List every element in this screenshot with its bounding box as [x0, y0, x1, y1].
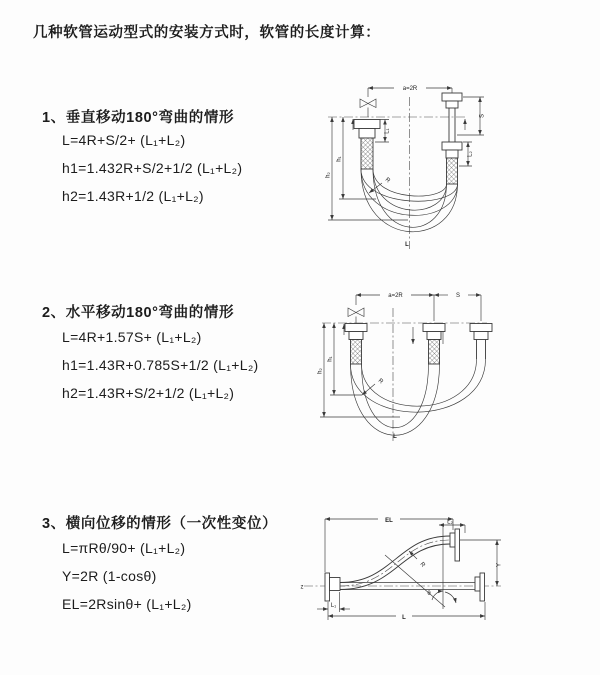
radius-label: R [376, 377, 384, 386]
section-1-heading: 1、垂直移动180°弯曲的情形 [42, 110, 235, 126]
dim-y-label: Y [496, 562, 503, 568]
dim-s [457, 97, 486, 135]
dim-h1-label: h₁ [336, 156, 343, 162]
diagram-vertical-180-bend [318, 79, 500, 255]
valve-icon [360, 99, 376, 117]
braided-hose-section [361, 138, 373, 169]
section-3-formula-el: EL=2Rsinθ+ (L₁+L₂) [62, 596, 192, 612]
dim-l1-label: L₁ [384, 128, 391, 134]
axis-mark: z [300, 584, 304, 591]
page-title: 几种软管运动型式的安装方式时，软管的长度计算： [33, 25, 381, 41]
diagram-lateral-displacement [298, 503, 598, 631]
dim-s-label: S [479, 113, 486, 119]
dim-l1-label: L₁ [330, 603, 337, 609]
length-label: L [393, 434, 397, 440]
valve-icon [348, 308, 364, 323]
left-hose-fitting [354, 120, 380, 170]
section-2-formula-h2: h2=1.43R+S/2+1/2 (L₁+L₂) [62, 385, 235, 401]
hose-curves [351, 359, 486, 435]
dim-l2-label: L₂ [467, 151, 474, 157]
angle-theta-label: θ [427, 591, 431, 597]
middle-hose-fitting [423, 324, 445, 365]
dim-l1 [317, 592, 350, 612]
dim-s [434, 293, 481, 299]
dim-el-label: EL [385, 518, 393, 524]
section-3-heading: 3、横向位移的情形（一次性变位） [42, 516, 278, 532]
dim-h1-label: h₁ [327, 356, 334, 362]
dim-l-label: L [402, 615, 406, 621]
section-1-formula-h2: h2=1.43R+1/2 (L₁+L₂) [62, 188, 204, 204]
braided-hose-section [447, 158, 458, 184]
dim-a2r [356, 293, 434, 299]
length-label: L [405, 242, 409, 248]
shifted-hose-fitting [470, 324, 492, 360]
dim-a2r-label: a=2R [402, 86, 418, 92]
left-hose-fitting [345, 324, 367, 365]
section-3-formula-y: Y=2R (1-cosθ) [62, 568, 157, 584]
hose-displaced-curve [340, 536, 450, 590]
dim-a2r-label: a=2R [388, 293, 403, 299]
section-1-formula-l: L=4R+S/2+ (L₁+L₂) [62, 132, 186, 148]
section-2-heading: 2、水平移动180°弯曲的情形 [42, 305, 235, 321]
angle-theta [427, 591, 456, 603]
dim-extension-lines [356, 295, 481, 321]
upper-right-flange [450, 529, 460, 561]
section-3-formula-l: L=πRθ/90+ (L₁+L₂) [62, 540, 186, 556]
left-flange [325, 573, 340, 601]
section-1-formula-h1: h1=1.432R+S/2+1/2 (L₁+L₂) [62, 160, 243, 176]
dim-l [328, 602, 485, 621]
dim-a2r [368, 86, 452, 97]
radius-leader [409, 551, 426, 569]
ghost-right-flange [475, 573, 485, 601]
dim-h2-label: h₂ [317, 368, 324, 374]
dim-s-label: S [455, 293, 461, 299]
diagram-horizontal-180-bend [310, 283, 552, 451]
dim-h2-label: h₂ [325, 172, 332, 178]
dim-l2-label: L₂ [447, 519, 453, 526]
section-2-formula-l: L=4R+1.57S+ (L₁+L₂) [62, 329, 202, 345]
radius-label: R [418, 561, 426, 569]
radius-label: R [383, 176, 391, 185]
right-hose-fitting [442, 93, 462, 184]
section-2-formula-h1: h1=1.43R+0.785S+1/2 (L₁+L₂) [62, 357, 259, 373]
radius-construction-line [385, 555, 445, 607]
